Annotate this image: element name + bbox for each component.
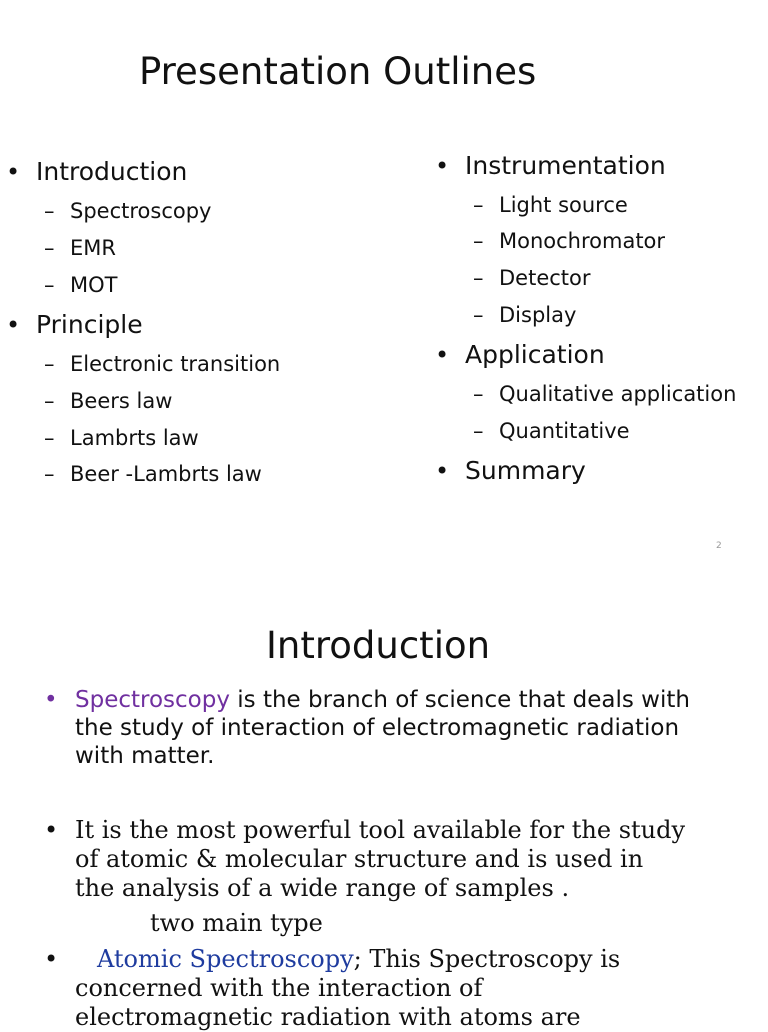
- bullet-icon: •: [44, 816, 59, 844]
- bullet-icon: •: [44, 687, 58, 713]
- slide-title: Presentation Outlines: [139, 50, 537, 93]
- page-number: 2: [716, 541, 722, 551]
- bullet-icon: •: [6, 158, 21, 186]
- intro-bullet-tool: • It is the most powerful tool available for the study of atomic & molecular structure and is used in the analysis of a wide range of samples .: [44, 816, 686, 902]
- outline-subitem: – Spectroscopy: [44, 199, 212, 223]
- outline-subitem: – Quantitative: [473, 419, 630, 443]
- intro-bullet-atomic: • Atomic Spectroscopy; This Spectroscopy is concerned with the interaction of electromagnetic radiation with atoms are: [44, 945, 621, 1031]
- outline-subitem: – Beer -Lambrts law: [44, 462, 262, 486]
- outline-subitem: – Electronic transition: [44, 352, 281, 376]
- outline-subitem: – MOT: [44, 273, 118, 297]
- outline-item-summary: • Summary: [435, 456, 586, 485]
- outline-item-introduction: • Introduction: [6, 157, 188, 186]
- outline-subitem: – Detector: [473, 266, 591, 290]
- bullet-icon: •: [435, 152, 450, 180]
- highlight-term: Atomic Spectroscopy: [97, 945, 354, 973]
- outline-item-application: • Application: [435, 340, 605, 369]
- outline-subitem: – Qualitative application: [473, 382, 737, 406]
- outline-subitem: – Display: [473, 303, 577, 327]
- outline-subitem: – Monochromator: [473, 229, 666, 253]
- bullet-icon: •: [44, 945, 59, 973]
- outline-item-instrumentation: • Instrumentation: [435, 151, 666, 180]
- outline-subitem: – Beers law: [44, 389, 173, 413]
- outline-subitem: – Light source: [473, 193, 628, 217]
- bullet-icon: •: [6, 311, 21, 339]
- bullet-icon: •: [435, 341, 450, 369]
- intro-bullet-spectroscopy: • Spectroscopy is the branch of science that deals with the study of interaction of electromagnetic radiation with matter.: [44, 687, 690, 769]
- subheading: two main type: [150, 909, 323, 937]
- highlight-term: Spectroscopy: [75, 687, 230, 713]
- slide-title: Introduction: [266, 624, 491, 667]
- outline-item-principle: • Principle: [6, 310, 143, 339]
- outline-subitem: – EMR: [44, 236, 116, 260]
- bullet-icon: •: [435, 457, 450, 485]
- outline-subitem: – Lambrts law: [44, 426, 199, 450]
